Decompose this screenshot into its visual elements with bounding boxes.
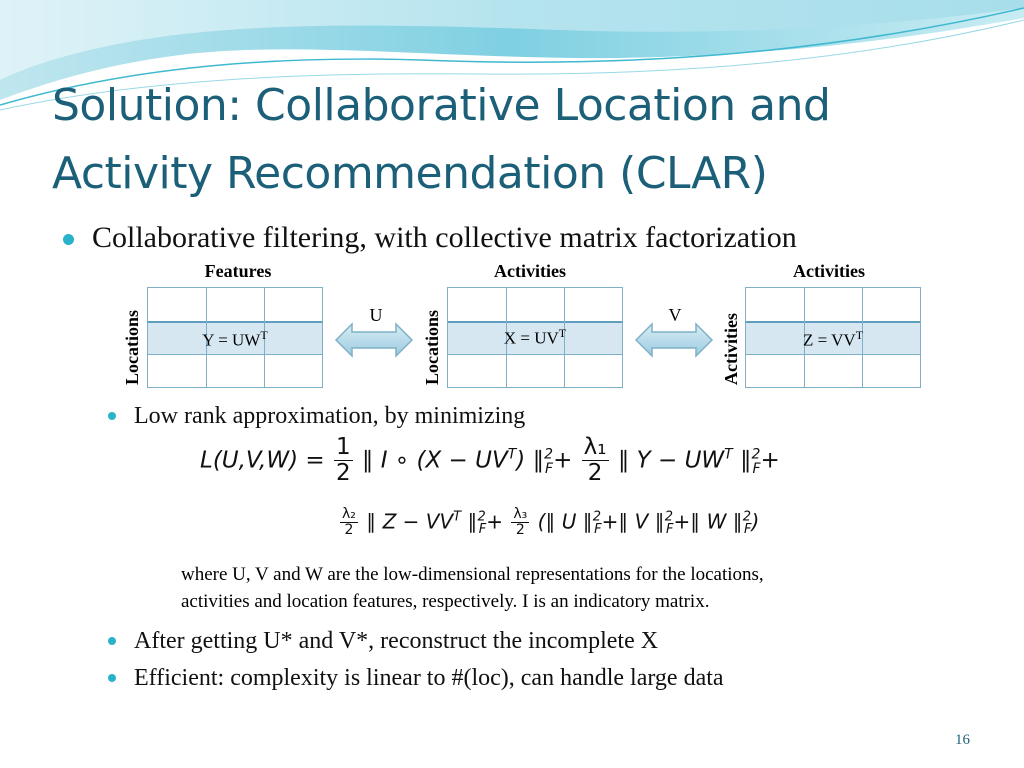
matrix-x — [447, 287, 623, 388]
main-bullet-text: Collaborative filtering, with collective matrix factorization — [92, 221, 797, 254]
matrix-x-header: Activities — [494, 261, 566, 281]
bullet-dot-icon — [108, 412, 116, 420]
arrow-v-label: V — [668, 305, 682, 325]
note-line-2: activities and location features, respectively. I is an indicatory matrix. — [181, 591, 710, 612]
title-line-1: Solution: Collaborative Location and — [52, 80, 831, 131]
objective-formula — [196, 433, 812, 555]
note-line-1: where U, V and W are the low-dimensional representations for the locations, — [181, 564, 764, 585]
matrix-y-side-label: Locations — [122, 309, 142, 385]
matrix-z-side-label: Activities — [721, 313, 741, 385]
arrow-u-label: U — [369, 305, 383, 325]
matrix-z — [745, 287, 921, 388]
page-number: 16 — [955, 732, 970, 748]
bullet-dot-icon — [108, 674, 116, 682]
bullet-dot-icon — [108, 637, 116, 645]
matrix-y-equation: $Y = UW^T$ — [202, 328, 268, 350]
formula-line-1: L(U,V,W) = $\frac{1}{2}$ ∥ I ∘ $(X - UV^T)$ ∥$^2_F$+ $\frac{\text{λ₁}}{2}$ ∥ $Y - UW^T$ ∥$^2_F$+ — [200, 434, 780, 487]
double-arrow-u-icon — [334, 322, 414, 358]
variables-note — [181, 561, 981, 615]
low-rank-text: Low rank approximation, by minimizing — [134, 403, 526, 429]
matrix-x-equation: $X = UV^T$ — [503, 326, 567, 348]
efficient-text: Efficient: complexity is linear to #(loc), can handle large data — [134, 665, 724, 691]
double-arrow-v-icon — [634, 322, 714, 358]
reconstruct-text: After getting U* and V*, reconstruct the incomplete X — [134, 628, 659, 654]
bullet-dot-icon — [63, 234, 74, 245]
matrix-y-header: Features — [204, 261, 272, 281]
formula-line-2: $\frac{\text{λ₂}}{2}$ ∥ $Z - VV^T$ ∥$^2_F$+ $\frac{\text{λ₃}}{2}$ (∥ U ∥$^2_F$+∥ V ∥$^2_F$+∥ W ∥$^2_F$) — [342, 506, 760, 539]
matrix-x-side-label: Locations — [422, 309, 442, 385]
matrix-z-header: Activities — [793, 261, 865, 281]
slide-title — [52, 72, 992, 208]
matrix-z-equation: $Z = VV^T$ — [802, 328, 864, 350]
matrix-y — [147, 287, 323, 388]
title-line-2: Activity Recommendation (CLAR) — [52, 148, 768, 199]
